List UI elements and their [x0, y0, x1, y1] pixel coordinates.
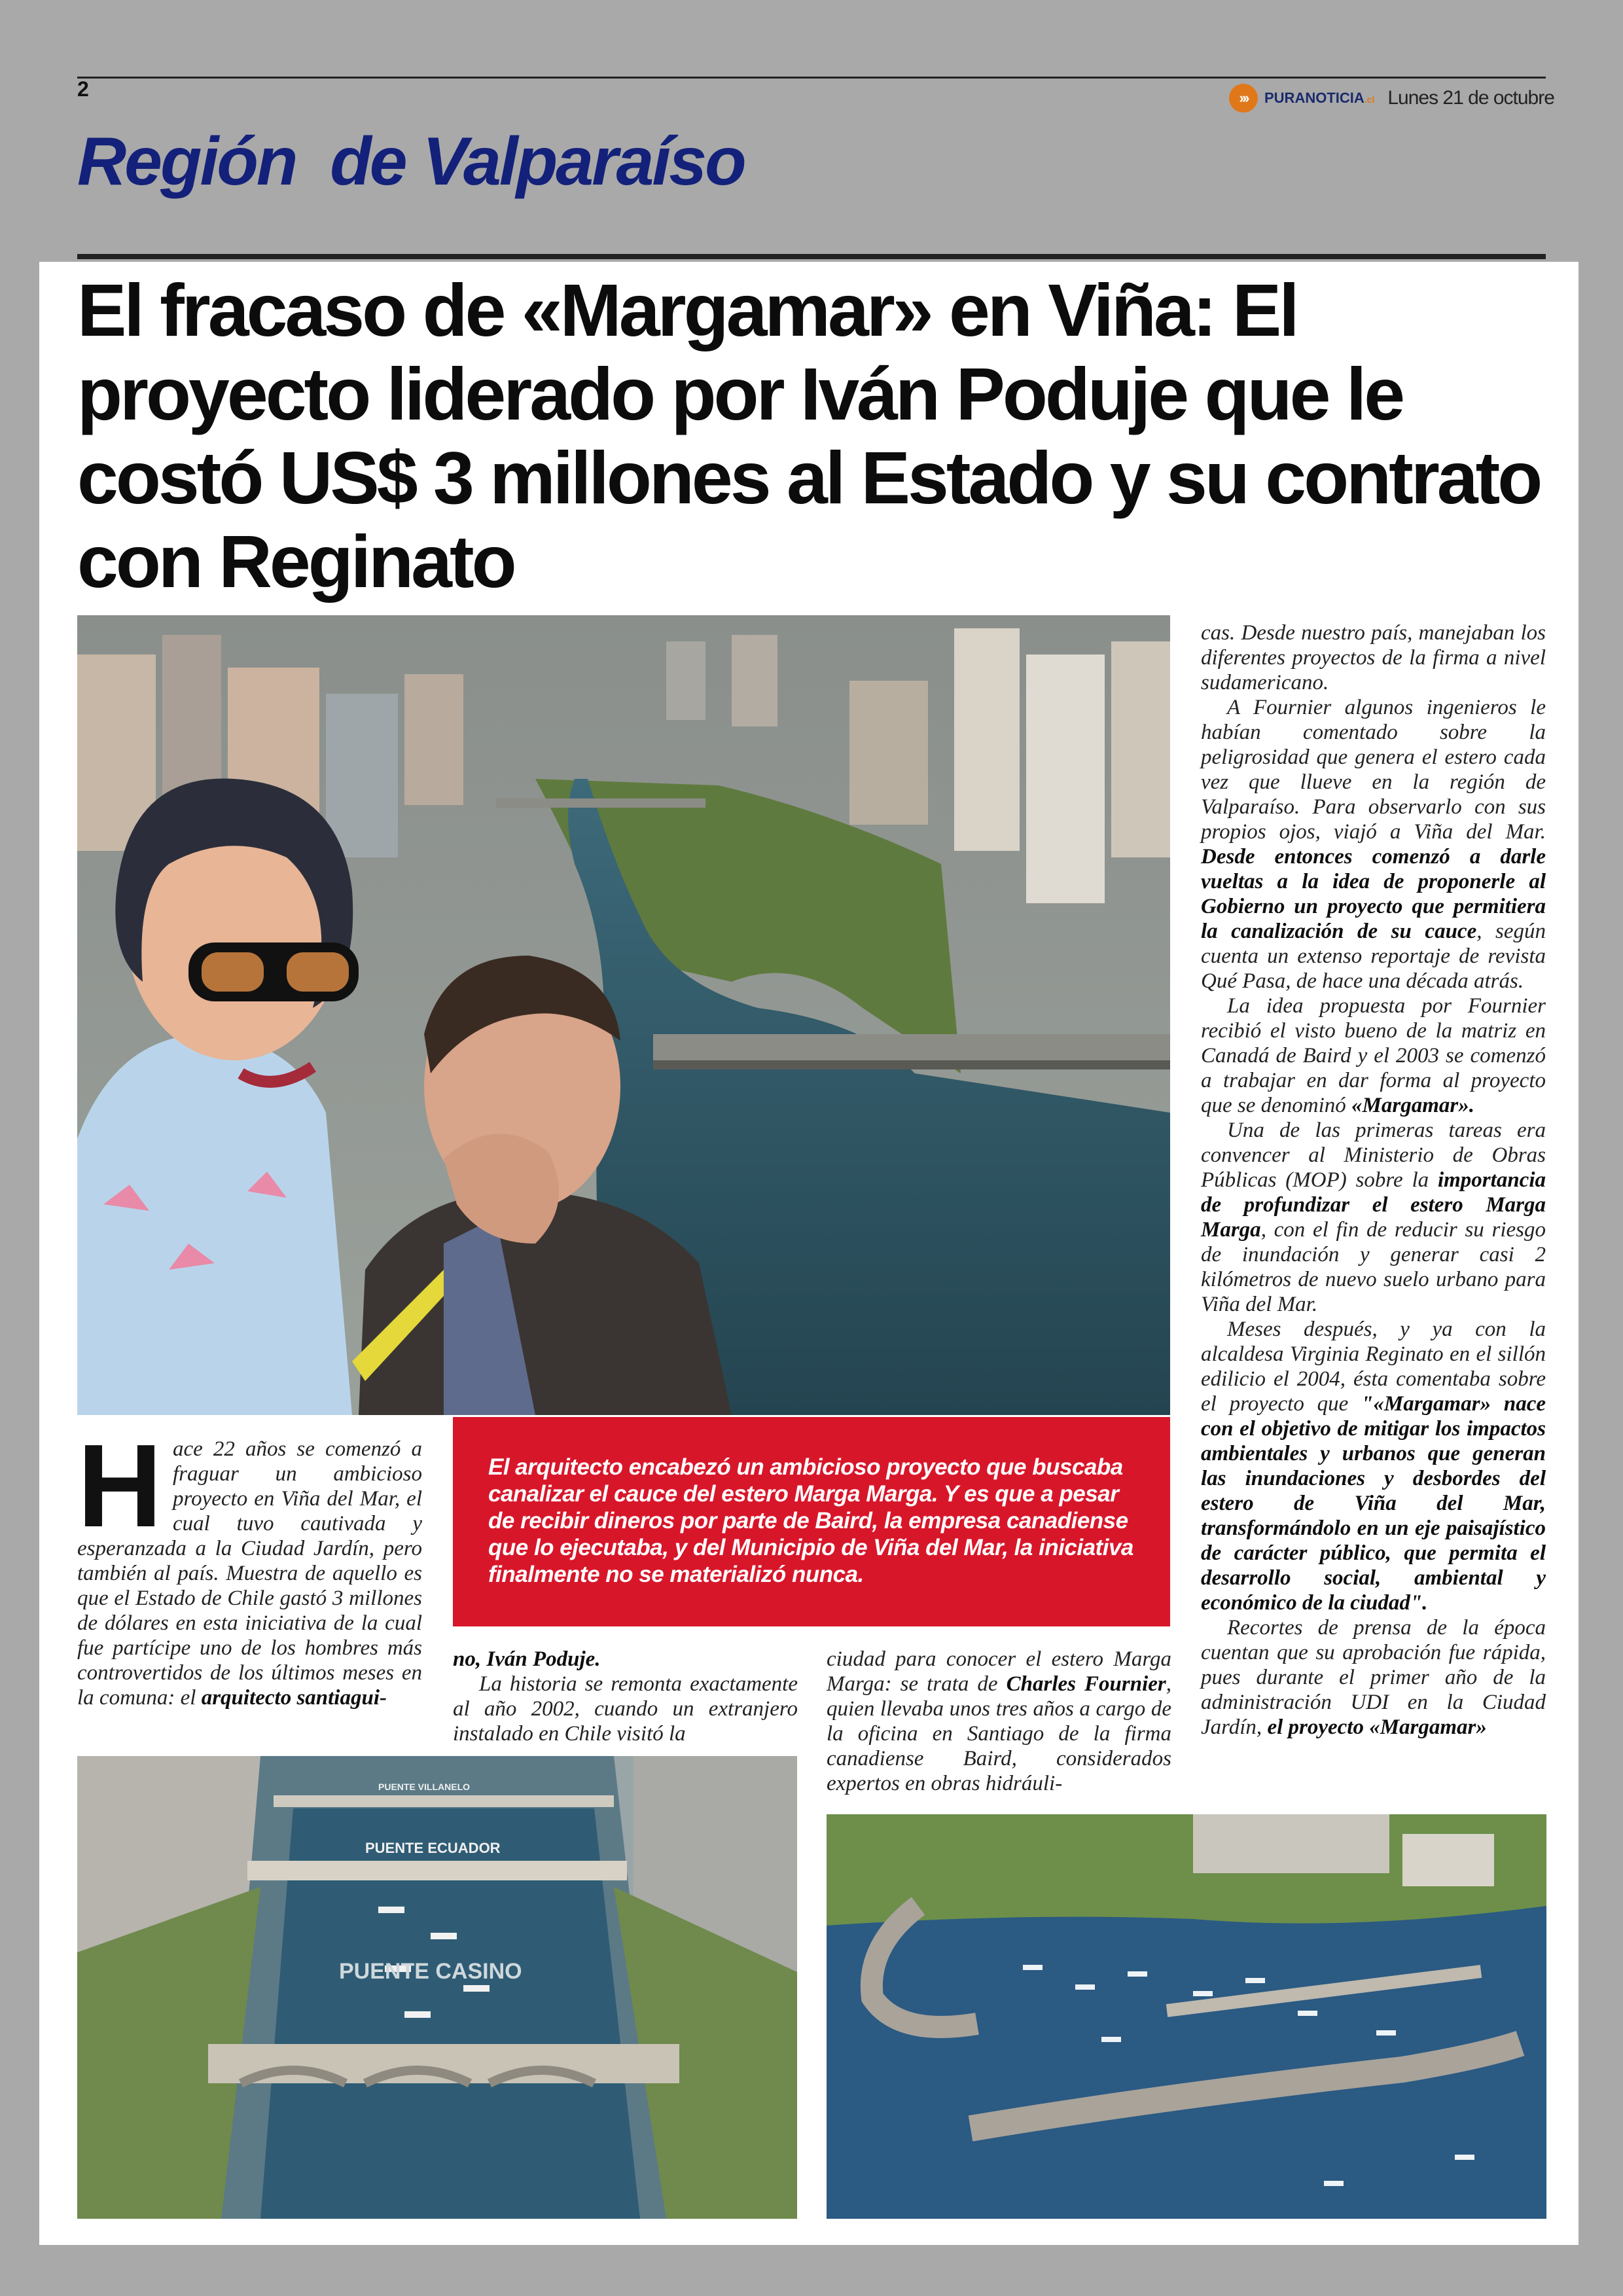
issue-date: Lunes 21 de octubre — [1387, 87, 1554, 109]
section-title: Región de Valparaíso — [77, 124, 745, 200]
paragraph: ace 22 años se comenzó a fraguar un ambicioso proyecto en Viña del Mar, el cual tuvo cautivada y esperanzada a la Ciudad Jardín, pero también al país. Muestra de aquello es que el Estado de Chile gastó 3 millones de dólares en esta iniciativa de la cual fue partícipe uno de los hombres más controvertidos de los últimos meses en la comuna: el arquitecto santiagui- — [77, 1437, 422, 1710]
paragraph: no, Iván Poduje. — [453, 1647, 601, 1671]
paragraph: A Fournier algunos ingenieros le habían comentado sobre la peligrosidad que genera el estero cada vez que llueve en la región de Valparaíso. Para observarlo con sus propios ojos, viajó a Viña del Mar. Desde entonces comenzó a darle vueltas a la idea de proponerle al Gobierno un proyecto que permitiera la canalización de su cauce, según cuenta un extenso reportaje de revista Qué Pasa, de hace una década atrás. — [1201, 696, 1546, 993]
section-rule — [77, 254, 1546, 259]
bridge-label-ecuador: PUENTE ECUADOR — [365, 1840, 501, 1856]
paragraph: ciudad para conocer el estero Marga Marga: se trata de Charles Fournier, quien llevaba unos tres años a cargo de la oficina en Santiago de la firma canadiense Baird, considerados expertos en obras hidráuli- — [827, 1647, 1171, 1795]
article-column-left — [77, 1420, 422, 1710]
bridge-label-casino: PUENTE CASINO — [339, 1959, 522, 1984]
paragraph: cas. Desde nuestro país, manejaban los diferentes proyectos de la firma a nivel sudamericano. — [1201, 621, 1546, 694]
hero-photo — [77, 615, 1170, 1415]
article-column-mid1 — [453, 1647, 798, 1746]
brand-name: PURANOTICIA.cl — [1264, 90, 1375, 106]
paragraph: Una de las primeras tareas era convencer al Ministerio de Obras Públicas (MOP) sobre la importancia de profundizar el estero Marga Marga, con el fin de reducir su riesgo de inundación y generar casi 2 kilómetros de nuevo suelo urbano para Viña del Mar. — [1201, 1119, 1546, 1316]
paragraph: Recortes de prensa de la época cuentan que su aprobación fue rápida, pues durante el primer año de la administración UDI en la Ciudad Jardín, el proyecto «Margamar» — [1201, 1616, 1546, 1739]
brand-logo-icon: ››› — [1229, 84, 1258, 113]
article-column-mid2 — [827, 1647, 1171, 1796]
pull-quote-text: El arquitecto encabezó un ambicioso proyecto que buscaba canalizar el cauce del estero Marga Marga. Y es que a pesar de recibir dineros por parte de Baird, la empresa canadiense que lo ejecutaba, y del Municipio de Viña del Mar, la iniciativa finalmente no se materializó nunca. — [488, 1454, 1133, 1587]
pull-quote-box — [453, 1417, 1170, 1626]
page-number: 2 — [77, 77, 89, 101]
render-marina-photo — [827, 1814, 1546, 2219]
brand — [1229, 84, 1554, 113]
woman-figure — [77, 778, 359, 1415]
headline: El fracaso de «Margamar» en Viña: El proyecto liderado por Iván Poduje que le costó US$ 3 millones al Estado y su contrato con Reginato — [77, 269, 1541, 603]
article-column-right — [1201, 620, 1546, 1740]
drop-cap: H — [77, 1420, 162, 1552]
paragraph: La idea propuesta por Fournier recibió el visto bueno de la matriz en Canadá de Baird y el 2003 se comenzó a trabajar en dar forma al proyecto que se denominó «Margamar». — [1201, 994, 1546, 1117]
paragraph: La historia se remonta exactamente al año 2002, cuando un extranjero instalado en Chile visitó la — [453, 1672, 798, 1746]
bridge-label-villanelo: PUENTE VILLANELO — [378, 1782, 471, 1792]
paragraph: Meses después, y ya con la alcaldesa Virginia Reginato en el sillón edilicio el 2004, ésta comentaba sobre el proyecto que "«Margamar» nace con el objetivo de mitigar los impactos ambientales y urbanos que generan las inundaciones y desbordes del estero de Viña del Mar, transformándolo en un eje paisajístico de carácter público, que permita el desarrollo social, ambiental y económico de la ciudad". — [1201, 1318, 1546, 1615]
render-canal-photo — [77, 1756, 797, 2219]
header-rule — [77, 77, 1546, 79]
